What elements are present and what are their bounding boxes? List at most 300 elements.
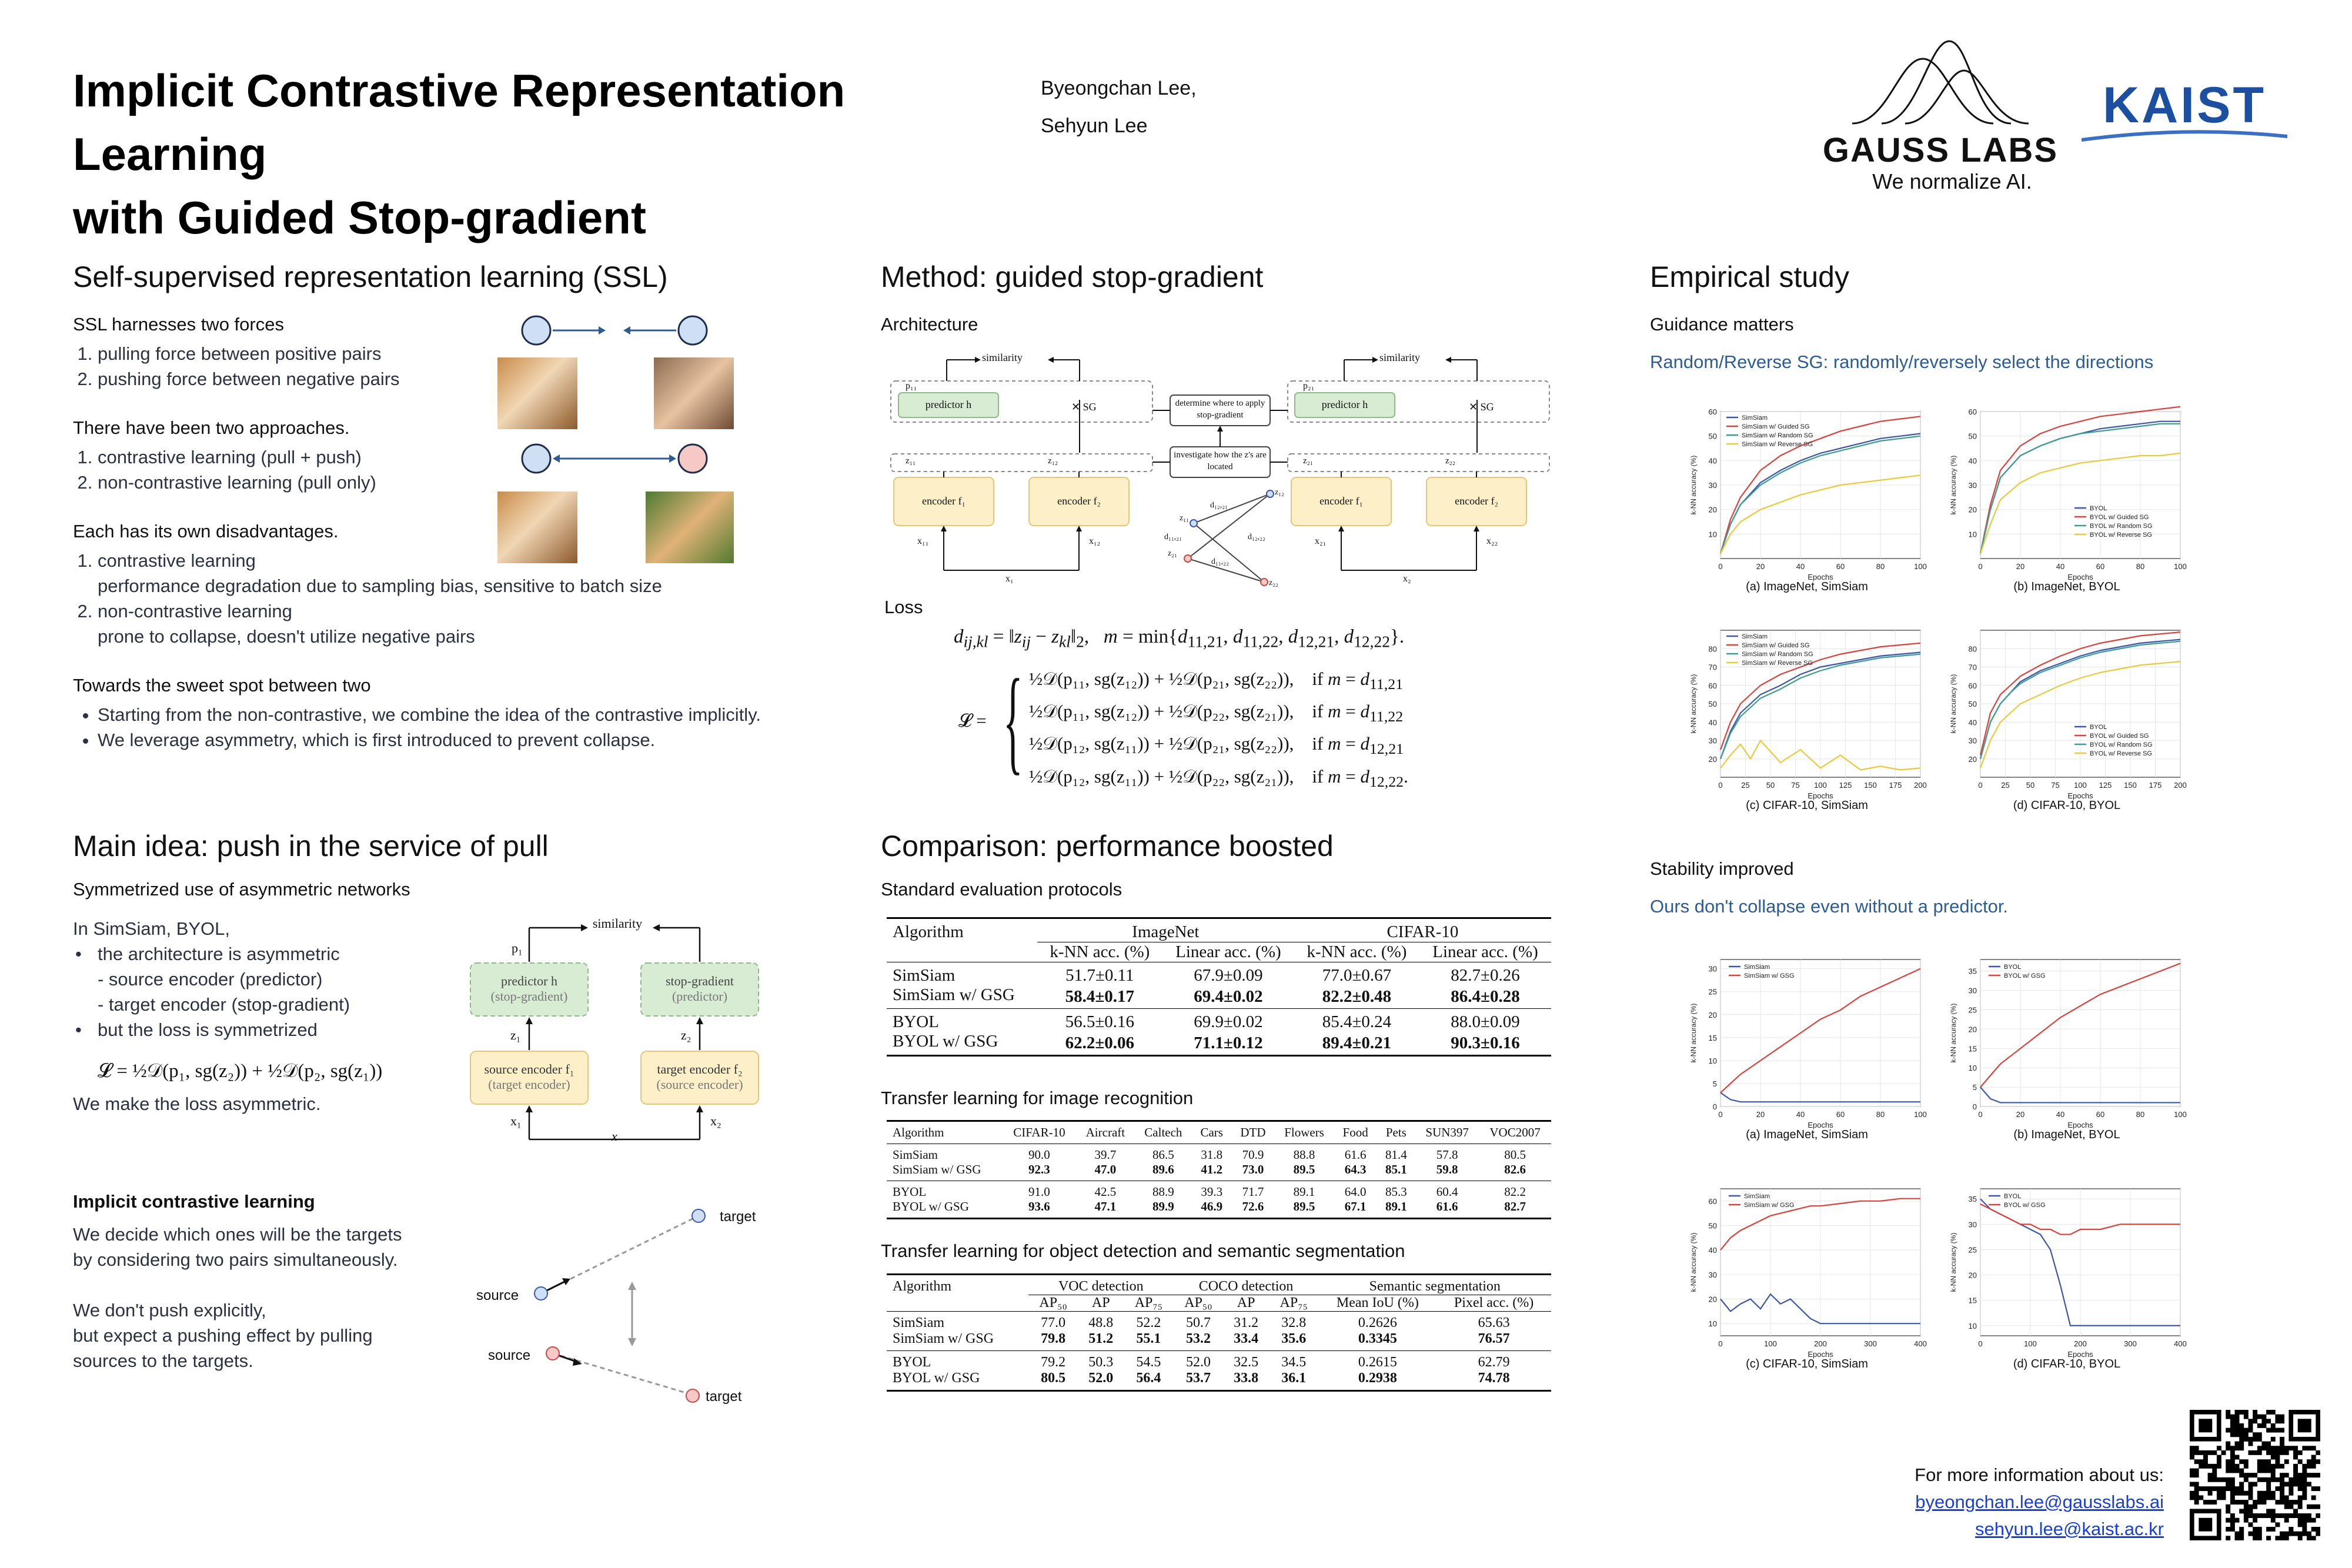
z22-node-label: z₂₂: [1269, 579, 1278, 587]
y-tick-label: 60: [1968, 407, 1977, 416]
y-tick-label: 40: [1708, 1246, 1717, 1255]
predictor-label: predictor h: [501, 974, 557, 988]
list-item: 1. contrastive learning (pull + push): [98, 444, 579, 470]
y-tick-label: 40: [1708, 456, 1717, 466]
y-tick-label: 15: [1708, 1033, 1717, 1042]
table-header-cell: Aircraft: [1076, 1121, 1135, 1144]
table-cell: 52.0: [1088, 1370, 1114, 1386]
table-header-cell: Mean IoU (%): [1336, 1295, 1419, 1310]
legend-label: BYOL w/ Reverse SG: [2090, 750, 2152, 757]
comparison-heading: Comparison: performance boosted: [881, 830, 1334, 862]
x-tick-label: 100: [1764, 1339, 1777, 1348]
stability-title: Stability improved: [1650, 858, 1794, 879]
table-header-cell: Flowers: [1274, 1121, 1334, 1144]
z12-node-label: z₁₂: [1275, 488, 1284, 497]
table-cell: 89.5: [1293, 1199, 1315, 1213]
x-tick-label: 0: [1978, 1339, 1983, 1348]
implicit-line: sources to the targets.: [73, 1350, 253, 1371]
x-tick-label: 75: [1791, 781, 1800, 790]
ssl-disadv-title: Each has its own disadvantages.: [73, 521, 339, 541]
table-cell: 79.8: [1041, 1331, 1066, 1346]
x-tick-label: 60: [2096, 1110, 2105, 1119]
table-cell: 91.0: [1028, 1185, 1050, 1199]
x-tick-label: 50: [2026, 781, 2035, 790]
table-cell: 56.4: [1136, 1370, 1161, 1386]
table-cell: 56.5±0.16: [1065, 1012, 1135, 1031]
x-tick-label: 100: [2174, 562, 2187, 571]
legend-label: SimSiam w/ Reverse SG: [1742, 441, 1813, 448]
table-cell: 50.7: [1185, 1315, 1211, 1330]
predictor-sub: (stop-gradient): [490, 989, 568, 1004]
table-header-cell: AP: [1237, 1295, 1255, 1310]
table-cell: 41.2: [1201, 1162, 1223, 1176]
table-header-row: [887, 942, 1551, 962]
d1221-label: d₁₂,₂₁: [1210, 501, 1228, 510]
table-cell: 58.4±0.17: [1065, 987, 1135, 1006]
x-tick-label: 25: [2001, 781, 2010, 790]
x-tick-label: 0: [1718, 781, 1723, 790]
table-cell: 81.4: [1385, 1148, 1407, 1162]
table-cell: 64.3: [1344, 1162, 1367, 1176]
table-cell: BYOL: [893, 1185, 927, 1199]
x-tick-label: 175: [1889, 781, 1902, 790]
table-cell: 88.0±0.09: [1451, 1012, 1520, 1031]
encoder-f1-right: encoder f₁: [1319, 495, 1363, 507]
list-item: [98, 599, 862, 649]
x-tick-label: 150: [2124, 781, 2137, 790]
ssl-sweet-list: [73, 702, 897, 753]
distance-formula: $d_{ij,kl}$ = $‖z_{ij}$ − $z_{kl}‖_2$, $m = \min\{d_{11,21}$, $d_{11,22}$, $d_{12,21}$, $d_{12,22}$}.: [954, 626, 1405, 651]
main-idea-text: [73, 916, 485, 1042]
legend-label: SimSiam w/ Guided SG: [1742, 423, 1810, 430]
x-tick-label: 200: [2074, 1339, 2087, 1348]
x-tick-label: 20: [1756, 1110, 1765, 1119]
author-1: Byeongchan Lee,: [1041, 77, 1197, 99]
gsg-architecture-diagram: [888, 347, 1552, 594]
x-axis-label: Epochs: [1808, 791, 1833, 800]
line-chart: [1946, 952, 2187, 1141]
implicit-line: by considering two pairs simultaneously.: [73, 1249, 398, 1270]
y-tick-label: 25: [1968, 1005, 1977, 1015]
bullet-text: but the loss is symmetrized: [98, 1019, 318, 1040]
y-tick-label: 30: [1708, 964, 1717, 974]
p1-label: p₁: [512, 941, 523, 955]
guidance-title: Guidance matters: [1650, 314, 1794, 335]
email-link-2[interactable]: sehyun.lee@kaist.ac.kr: [1975, 1519, 2164, 1539]
source-label-bottom: source: [488, 1348, 531, 1363]
y-tick-label: 50: [1968, 700, 1977, 708]
email-link-1[interactable]: byeongchan.lee@gausslabs.ai: [1915, 1492, 2164, 1512]
y-tick-label: 40: [1968, 718, 1977, 727]
d1121-label: d₁₁,₂₁: [1164, 533, 1182, 541]
table-header-cell: AP: [1091, 1295, 1110, 1310]
table-cell: 39.7: [1094, 1148, 1117, 1162]
guidance-note: Random/Reverse SG: randomly/reversely select the directions: [1650, 352, 2154, 372]
gsg-loss-formula: 𝓛 = { ½𝒟(p₁₁, sg(z₁₂)) + ½𝒟(p₂₁, sg(z₂₂)), if $m = d_{11,21}$ ½𝒟(p₁₁, sg(z₁₂)) + ½𝒟(p₂₂, sg(z₂₁)), if $m = d_{11,22}$ ½𝒟(p₁₂, sg(z₁₁)) + ½𝒟(p₂₁, sg(z₂₂)), if $m = d_{12,21}$ ½𝒟(p₁₂, sg(z₁₁)) + ½𝒟(p₂₂, sg(z₂₁)), if $m = d_{12,22}$.: [958, 656, 1408, 790]
disadv-name: non-contrastive learning: [98, 601, 292, 621]
table-cell: 33.4: [1234, 1331, 1259, 1346]
plot-area: [1980, 959, 2180, 1106]
x-tick-label: 0: [1718, 562, 1723, 571]
target-label-top: target: [720, 1209, 756, 1225]
chart-caption: (b) ImageNet, BYOL: [2013, 1128, 2120, 1141]
line-chart: [1686, 404, 1927, 593]
chart-caption: (d) CIFAR-10, BYOL: [2013, 799, 2121, 811]
y-axis-label: k-NN accuracy (%): [1949, 1232, 1957, 1292]
determine-sg-box: determine where to apply stop-gradient: [1175, 399, 1265, 420]
line-chart: [1946, 1182, 2187, 1370]
target-label-bottom: target: [706, 1389, 742, 1405]
table-header-cell: CIFAR-10: [1003, 1121, 1076, 1144]
table-cell: BYOL w/ GSG: [893, 1032, 998, 1051]
implicit-text: [73, 1222, 485, 1373]
x21-label: x₂₁: [1315, 536, 1327, 546]
y-tick-label: 60: [1708, 407, 1717, 416]
ssl-heading: Self-supervised representation learning (SSL): [73, 260, 668, 293]
table-cell: 47.0: [1094, 1162, 1117, 1176]
list-item: • but the loss is symmetrized: [75, 1019, 318, 1040]
x-axis-label: Epochs: [2067, 1121, 2093, 1129]
table-cell: 51.7±0.11: [1065, 966, 1134, 985]
x-axis-label: Epochs: [1808, 573, 1833, 581]
table-header-cell: ImageNet: [1037, 918, 1294, 942]
table-cell: 31.8: [1201, 1148, 1223, 1162]
source-node-blue: [534, 1287, 547, 1300]
table-header-cell: k-NN acc. (%): [1050, 942, 1150, 961]
y-tick-label: 15: [1968, 1044, 1977, 1054]
target-encoder-label: target encoder f₂: [657, 1062, 743, 1076]
legend-label: SimSiam w/ Random SG: [1742, 432, 1813, 439]
table-cell: 52.0: [1185, 1355, 1211, 1370]
encoder-f2-right: encoder f₂: [1455, 495, 1498, 507]
y-tick-label: 35: [1968, 967, 1977, 976]
list-item: 2. pushing force between negative pairs: [98, 366, 579, 392]
y-tick-label: 25: [1708, 987, 1717, 997]
similarity-label-left: similarity: [982, 352, 1023, 363]
table-cell: 82.6: [1504, 1162, 1526, 1176]
transfer-table: [887, 1120, 1551, 1219]
target-node-blue: [692, 1209, 705, 1222]
table-cell: 32.5: [1234, 1355, 1259, 1370]
x-tick-label: 100: [2074, 781, 2087, 790]
table-cell: 34.5: [1281, 1355, 1307, 1370]
predictor-label-left: predictor h: [925, 399, 972, 410]
table-cell: 72.6: [1242, 1199, 1264, 1213]
y-tick-label: 30: [1968, 986, 1977, 995]
z2-label: z₂: [681, 1028, 691, 1042]
table-cell: 67.9±0.09: [1194, 966, 1263, 985]
chart-caption: (a) ImageNet, SimSiam: [1746, 580, 1868, 593]
table-cell: 0.2938: [1358, 1370, 1397, 1386]
similarity-label-right: similarity: [1379, 352, 1420, 363]
y-tick-label: 30: [1968, 736, 1977, 745]
table-cell: 50.3: [1088, 1355, 1114, 1370]
table-row: [887, 1009, 1551, 1032]
d1122-label: d₁₁,₂₂: [1211, 557, 1230, 566]
x-tick-label: 80: [1876, 1110, 1885, 1119]
table-cell: 48.8: [1088, 1315, 1114, 1330]
y-tick-label: 20: [1708, 754, 1717, 764]
x-tick-label: 100: [1914, 562, 1927, 571]
table-cell: 52.2: [1136, 1315, 1161, 1330]
x-tick-label: 50: [1766, 781, 1775, 790]
y-tick-label: 25: [1968, 1245, 1977, 1255]
negative-node-right: [679, 444, 707, 473]
table-cell: 89.1: [1293, 1185, 1315, 1199]
gauss-labs-logo: [1817, 35, 2064, 194]
table-header-cell: VOC detection: [1028, 1275, 1174, 1295]
x-tick-label: 200: [1914, 781, 1927, 790]
table-cell: 42.5: [1094, 1185, 1117, 1199]
table-cell: 60.4: [1436, 1185, 1458, 1199]
y-tick-label: 70: [1708, 663, 1717, 672]
main-idea-intro: In SimSiam, BYOL,: [73, 918, 230, 939]
method-heading: Method: guided stop-gradient: [881, 260, 1264, 293]
x-tick-label: 80: [1876, 562, 1885, 571]
z21-label: z₂₁: [1303, 456, 1314, 466]
x-tick-label: 125: [2099, 781, 2112, 790]
source-node-red: [546, 1347, 559, 1360]
implicit-line: but expect a pushing effect by pulling: [73, 1325, 373, 1346]
detection-table-body: [887, 1312, 1551, 1391]
x-label: x: [612, 1129, 617, 1144]
y-tick-label: 30: [1708, 1270, 1717, 1279]
x-tick-label: 0: [1718, 1110, 1723, 1119]
detection-table: [887, 1273, 1551, 1392]
table-cell: 54.5: [1136, 1355, 1161, 1370]
encoder-f1-left: encoder f₁: [922, 495, 965, 507]
table-header-cell: Semantic segmentation: [1319, 1275, 1551, 1295]
list-item: - source encoder (predictor): [98, 969, 323, 989]
disadv-detail: prone to collapse, doesn't utilize negative pairs: [98, 626, 475, 647]
table-cell: 46.9: [1201, 1199, 1223, 1213]
table-cell: 64.0: [1344, 1185, 1367, 1199]
table-cell: 86.4±0.28: [1451, 987, 1520, 1006]
table-cell: 80.5: [1504, 1148, 1526, 1162]
x-tick-label: 150: [1864, 781, 1877, 790]
table-header-row: [887, 918, 1551, 942]
legend-label: SimSiam: [1744, 1193, 1770, 1200]
x2-label: x₂: [710, 1114, 721, 1128]
table-cell: 73.0: [1242, 1162, 1264, 1176]
x-tick-label: 100: [1814, 781, 1827, 790]
bullet-text: the architecture is asymmetric: [98, 944, 340, 964]
table-cell: 82.2±0.48: [1322, 987, 1392, 1006]
y-tick-label: 40: [1708, 718, 1717, 727]
main-idea-subtitle: Symmetrized use of asymmetric networks: [73, 879, 410, 900]
y-tick-label: 20: [1708, 1295, 1717, 1304]
legend-label: BYOL: [2004, 964, 2022, 971]
predictor-label-right: predictor h: [1321, 399, 1368, 410]
y-tick-label: 20: [1708, 1010, 1717, 1019]
table-header-cell: Algorithm: [887, 1121, 1003, 1144]
legend-label: BYOL w/ Guided SG: [2090, 514, 2149, 521]
implicit-line: We don't push explicitly,: [73, 1300, 266, 1320]
std-eval-title: Standard evaluation protocols: [881, 879, 1122, 900]
y-tick-label: 60: [1708, 1196, 1717, 1206]
table-header-cell: Cars: [1192, 1121, 1232, 1144]
x22-label: x₂₂: [1486, 536, 1498, 546]
x-tick-label: 100: [2174, 1110, 2187, 1119]
contact-title: For more information about us:: [1915, 1465, 2164, 1485]
list-item: • the architecture is asymmetric: [75, 944, 340, 964]
positive-node-left: [522, 316, 550, 345]
x-tick-label: 300: [2124, 1339, 2137, 1348]
architecture-title: Architecture: [881, 314, 978, 335]
table-cell: 90.3±0.16: [1451, 1034, 1520, 1052]
symmetric-loss-formula: 𝓛 = ½𝒟(p₁, sg(z₂)) + ½𝒟(p₂, sg(z₁)): [98, 1061, 383, 1082]
y-tick-label: 60: [1968, 681, 1977, 690]
y-tick-label: 70: [1968, 663, 1977, 672]
table-row: [887, 1331, 1551, 1351]
y-tick-label: 0: [1972, 1102, 1977, 1111]
x-tick-label: 40: [1796, 562, 1805, 571]
x-axis-label: Epochs: [2067, 573, 2093, 581]
corgi-photo-2: [497, 492, 577, 563]
x2-method-label: x₂: [1403, 574, 1411, 584]
title-line-1: Implicit Contrastive Representation Learning: [73, 65, 846, 180]
qr-code-icon[interactable]: [2190, 1410, 2320, 1540]
chart-caption: (b) ImageNet, BYOL: [2013, 580, 2120, 593]
table-cell: 71.7: [1242, 1185, 1264, 1199]
implicit-contrastive-diagram: [517, 1199, 764, 1411]
z11-label: z₁₁: [906, 456, 916, 466]
ssl-sweet-title: Towards the sweet spot between two: [73, 675, 371, 696]
table-cell: 92.3: [1028, 1162, 1050, 1176]
y-tick-label: 20: [1708, 505, 1717, 514]
line-chart: [1686, 623, 1927, 811]
table-cell: 79.2: [1041, 1355, 1066, 1370]
y-axis-label: k-NN accuracy (%): [1689, 674, 1698, 734]
y-tick-label: 10: [1968, 1321, 1977, 1330]
table-cell: 76.57: [1478, 1331, 1510, 1346]
table-cell: SimSiam: [893, 966, 956, 985]
table-header-cell: Algorithm: [893, 922, 964, 942]
x-axis-label: Epochs: [1808, 1350, 1833, 1359]
x12-label: x₁₂: [1089, 536, 1101, 546]
y-tick-label: 30: [1968, 481, 1977, 490]
table-cell: 0.2626: [1358, 1315, 1397, 1330]
table-cell: 61.6: [1344, 1148, 1367, 1162]
x-tick-label: 0: [1978, 1110, 1983, 1119]
d1222-label: d₁₂,₂₂: [1248, 533, 1266, 541]
table-header-cell: CIFAR-10: [1294, 918, 1551, 942]
table-cell: SimSiam w/ GSG: [893, 1162, 981, 1176]
table-header-row: [887, 1121, 1551, 1144]
list-item: 2. non-contrastive learning (pull only): [98, 470, 579, 495]
table-cell: 33.8: [1234, 1370, 1259, 1386]
x-tick-label: 20: [2016, 562, 2025, 571]
stability-note: Ours don't collapse even without a predictor.: [1650, 896, 2009, 917]
ssl-approaches-title: There have been two approaches.: [73, 417, 350, 438]
y-tick-label: 10: [1968, 530, 1977, 539]
table-cell: 35.6: [1281, 1331, 1307, 1346]
legend-label: SimSiam: [1744, 964, 1770, 971]
legend-label: SimSiam w/ Random SG: [1742, 651, 1813, 658]
table-cell: 53.2: [1185, 1331, 1211, 1346]
table-cell: 77.0: [1041, 1315, 1066, 1330]
table-header-cell: AP₇₅: [1279, 1295, 1308, 1310]
sg-text: SG: [1480, 401, 1494, 413]
negative-node-left: [522, 444, 550, 473]
table-row: [887, 1162, 1551, 1181]
target-node-red: [686, 1389, 699, 1402]
table-header-row: [887, 1295, 1551, 1312]
kaist-logo: [2082, 76, 2287, 147]
target-encoder-box: [641, 1062, 759, 1092]
table-row: [887, 1144, 1551, 1163]
table-row: [887, 1199, 1551, 1219]
table-cell: 85.4±0.24: [1322, 1012, 1392, 1031]
y-tick-label: 40: [1968, 456, 1977, 466]
table-cell: 47.1: [1094, 1199, 1117, 1213]
legend-label: SimSiam w/ Reverse SG: [1742, 660, 1813, 667]
y-tick-label: 35: [1968, 1195, 1977, 1204]
table-cell: 89.1: [1385, 1199, 1407, 1213]
legend-label: BYOL: [2090, 724, 2107, 731]
table-header-cell: Pixel acc. (%): [1454, 1295, 1534, 1310]
y-tick-label: 50: [1708, 432, 1717, 441]
y-axis-label: k-NN accuracy (%): [1949, 674, 1957, 734]
kaist-swoosh-icon: [2082, 128, 2287, 146]
table-cell: BYOL w/ GSG: [893, 1199, 969, 1213]
y-tick-label: 0: [1712, 1102, 1717, 1111]
plot-area: [1720, 959, 1920, 1106]
stopgrad-sub: (predictor): [671, 989, 728, 1004]
encoder-f2-left: encoder f₂: [1057, 495, 1101, 507]
gauss-labs-name: GAUSS LABS: [1822, 131, 2059, 169]
predictor-box: [470, 974, 588, 1004]
investigate-z-box: investigate how the z's are located: [1174, 450, 1267, 472]
gauss-curves-icon: [1817, 35, 2064, 129]
table-cell: SimSiam w/ GSG: [893, 1331, 994, 1346]
table-cell: 0.2615: [1358, 1355, 1397, 1370]
x-tick-label: 40: [2056, 562, 2065, 571]
z11-node-label: z₁₁: [1180, 514, 1189, 523]
table-cell: SimSiam: [893, 1315, 945, 1330]
table-header-cell: SUN397: [1415, 1121, 1479, 1144]
stopgrad-box: [641, 974, 759, 1004]
table-row: [887, 962, 1551, 986]
implicit-title: Implicit contrastive learning: [73, 1191, 315, 1212]
table-cell: 82.7: [1504, 1199, 1526, 1213]
table-header-cell: Pets: [1377, 1121, 1416, 1144]
y-axis-label: k-NN accuracy (%): [1949, 455, 1957, 515]
positive-node-right: [679, 316, 707, 345]
y-tick-label: 20: [1968, 1025, 1977, 1034]
list-item: • Starting from the non-contrastive, we combine the idea of the contrastive implicitly.: [98, 702, 897, 727]
table-row: [887, 1370, 1551, 1391]
std-eval-table: [887, 917, 1551, 1057]
implicit-line: We decide which ones will be the targets: [73, 1224, 402, 1245]
legend-label: SimSiam w/ Guided SG: [1742, 642, 1810, 649]
legend-label: BYOL w/ Random SG: [2090, 741, 2153, 748]
table-cell: 59.8: [1436, 1162, 1458, 1176]
legend-label: BYOL w/ Random SG: [2090, 523, 2153, 530]
authors: [1041, 69, 1197, 145]
y-tick-label: 10: [1708, 1056, 1717, 1065]
x-tick-label: 200: [2174, 781, 2187, 790]
x-tick-label: 80: [2136, 1110, 2145, 1119]
y-tick-label: 60: [1708, 681, 1717, 690]
x-axis-label: Epochs: [2067, 791, 2093, 800]
z21-node-label: z₂₁: [1168, 549, 1177, 558]
loss-title: Loss: [884, 597, 923, 617]
x-tick-label: 20: [2016, 1110, 2025, 1119]
y-tick-label: 80: [1708, 644, 1717, 654]
table-cell: 89.5: [1293, 1162, 1315, 1176]
y-tick-label: 30: [1968, 1220, 1977, 1229]
